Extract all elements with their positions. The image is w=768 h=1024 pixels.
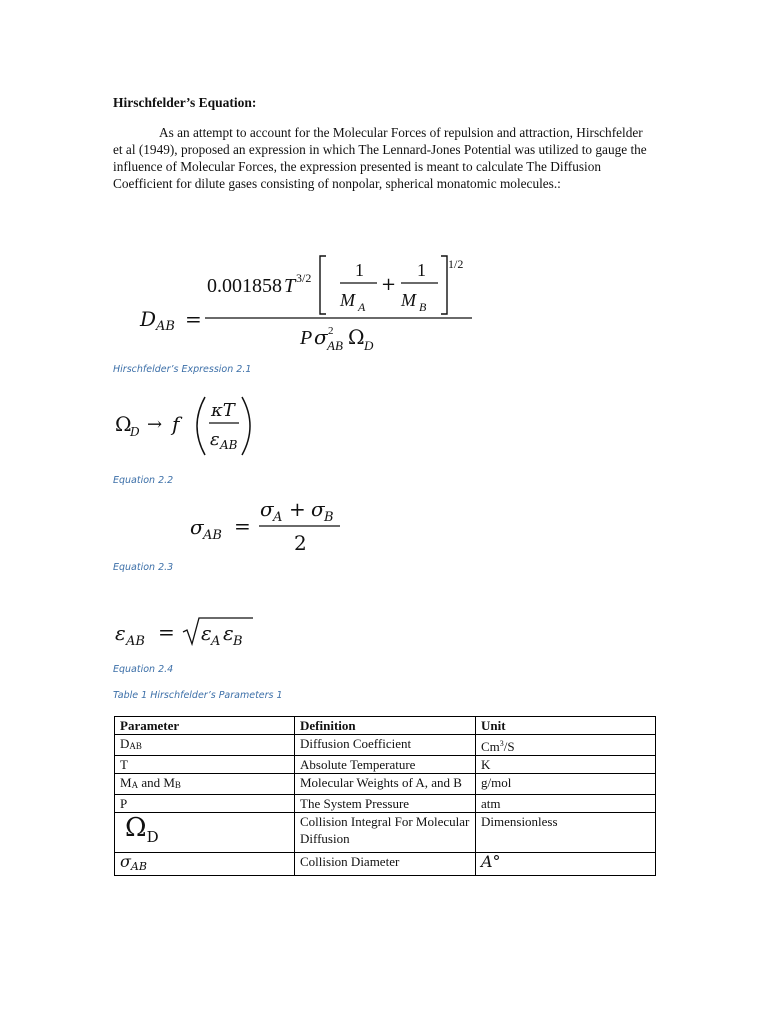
eq1-sigma-sub: AB <box>327 338 343 353</box>
definition-cell: Absolute Temperature <box>295 756 476 774</box>
param-subscript: AB <box>129 741 142 751</box>
table-row <box>115 813 656 853</box>
equation-2-4 <box>113 616 273 654</box>
section-heading: Hirschfelder’s Equation: <box>113 95 257 110</box>
eq1-sigma: σ <box>314 325 328 349</box>
eq1-lhs: D <box>140 307 157 331</box>
eq3-num-a: σ <box>260 497 274 521</box>
eq1-coefficient: 0.001858 <box>207 275 282 297</box>
param-cell <box>115 813 295 853</box>
unit-cell: K <box>476 756 656 774</box>
eq3-denominator: 2 <box>294 531 307 555</box>
sigma-symbol <box>120 852 147 871</box>
eq2-omega-sub: D <box>130 425 140 439</box>
table-row <box>115 756 656 774</box>
unit-superscript: 3 <box>499 739 504 748</box>
definition-cell: Molecular Weights of A, and B <box>295 774 476 795</box>
param-symbol-a: M <box>120 775 132 790</box>
eq1-mb-sub: B <box>419 300 427 314</box>
eq3-lhs-sub: AB <box>203 528 222 543</box>
eq4-lhs: ε <box>115 621 126 645</box>
caption-table-1: Table 1 Hirschfelder’s Parameters 1 <box>113 690 283 701</box>
eq1-sigma-sup: 2 <box>328 325 334 337</box>
parameters-table <box>114 716 656 876</box>
eq1-omega: Ω <box>348 325 365 349</box>
eq1-mb: M <box>401 290 416 310</box>
angstrom-unit: A° <box>481 852 501 871</box>
unit-cell: g/mol <box>476 774 656 795</box>
unit-cell: atm <box>476 795 656 813</box>
caption-equation-2-2: Equation 2.2 <box>113 475 174 486</box>
param-subscript-b: B <box>174 780 181 790</box>
param-subscript-a: A <box>131 780 139 790</box>
table-row <box>115 795 656 813</box>
param-symbol-b: M <box>163 775 175 790</box>
eq1-temperature-exponent: 3/2 <box>296 271 312 285</box>
eq4-epsilon-b: ε <box>223 621 234 645</box>
eq3-lhs: σ <box>190 515 204 539</box>
omega-symbol <box>125 813 159 846</box>
unit-tail: /S <box>503 739 515 754</box>
param-cell: T <box>115 756 295 774</box>
eq1-outer-exponent: 1/2 <box>448 257 464 271</box>
eq2-omega: Ω <box>115 412 132 436</box>
eq4-epsilon-a: ε <box>201 621 212 645</box>
table-row <box>115 735 656 756</box>
eq2-left-paren <box>197 397 205 455</box>
eq2-arrow: → <box>147 414 163 435</box>
eq1-omega-sub: D <box>364 338 374 353</box>
intro-paragraph-text: As an attempt to account for the Molecular Forces of repulsion and attraction, Hirschfelder et al (1949), proposed an expression in which The Lennard-Jones Potential was utilized to gauge the influence of Molecular Forces, the expression presented is meant to calculate The Diffusion Coefficient for dilute gases consisting of nonpolar, spherical monatomic molecules.: <box>113 125 647 191</box>
table-row <box>115 853 656 876</box>
header-parameter: Parameter <box>115 717 295 735</box>
eq3-plus: + <box>289 497 306 521</box>
eq4-epsilon-b-sub: B <box>233 634 243 649</box>
eq1-ma: M <box>340 290 355 310</box>
eq1-right-bracket <box>441 256 447 314</box>
definition-cell: The System Pressure <box>295 795 476 813</box>
equation-2-2 <box>113 393 273 463</box>
param-cell <box>115 735 295 756</box>
eq4-epsilon-a-sub: A <box>211 634 221 649</box>
header-definition: Definition <box>295 717 476 735</box>
param-cell: P <box>115 795 295 813</box>
eq2-right-paren <box>242 397 250 455</box>
eq4-equals: = <box>158 620 175 644</box>
unit-cell <box>476 735 656 756</box>
eq1-left-bracket <box>320 256 326 314</box>
definition-cell: Collision Integral For Molecular Diffusion <box>295 813 476 853</box>
eq2-denominator-sub: AB <box>220 438 238 452</box>
eq1-frac-b-one: 1 <box>417 260 426 280</box>
eq2-function: f <box>172 412 180 436</box>
definition-cell: Diffusion Coefficient <box>295 735 476 756</box>
eq4-lhs-sub: AB <box>126 634 145 649</box>
eq1-pressure: P <box>300 327 313 349</box>
omega-glyph: Ω <box>125 813 147 843</box>
sigma-subscript: AB <box>130 860 147 873</box>
eq1-lhs-sub: AB <box>156 319 175 334</box>
sigma-glyph: σ <box>120 852 131 871</box>
caption-equation-2-4: Equation 2.4 <box>113 664 174 675</box>
eq1-equals: = <box>185 307 202 331</box>
eq2-denominator: ε <box>210 429 220 450</box>
eq3-equals: = <box>234 514 251 538</box>
eq3-num-b-sub: B <box>324 510 334 525</box>
param-symbol: D <box>120 736 130 751</box>
param-cell <box>115 853 295 876</box>
definition-cell: Collision Diameter <box>295 853 476 876</box>
caption-expression-2-1: Hirschfelder’s Expression 2.1 <box>113 364 252 375</box>
eq1-plus: + <box>381 274 397 295</box>
table-header-row <box>115 717 656 735</box>
eq3-num-a-sub: A <box>273 510 283 525</box>
unit-base: Cm <box>481 739 500 754</box>
header-unit: Unit <box>476 717 656 735</box>
caption-equation-2-3: Equation 2.3 <box>113 562 174 573</box>
param-and: and <box>138 775 164 790</box>
unit-cell <box>476 853 656 876</box>
eq3-num-b: σ <box>311 497 325 521</box>
eq1-temperature: T <box>284 275 296 297</box>
eq1-ma-sub: A <box>358 300 366 314</box>
intro-paragraph <box>113 124 653 192</box>
eq2-numerator: κT <box>211 400 235 421</box>
param-cell <box>115 774 295 795</box>
table-row <box>115 774 656 795</box>
eq1-frac-a-one: 1 <box>355 260 364 280</box>
equation-2-3 <box>188 494 348 556</box>
omega-subscript: D <box>146 828 159 846</box>
equation-2-1 <box>135 248 480 358</box>
unit-cell: Dimensionless <box>476 813 656 853</box>
